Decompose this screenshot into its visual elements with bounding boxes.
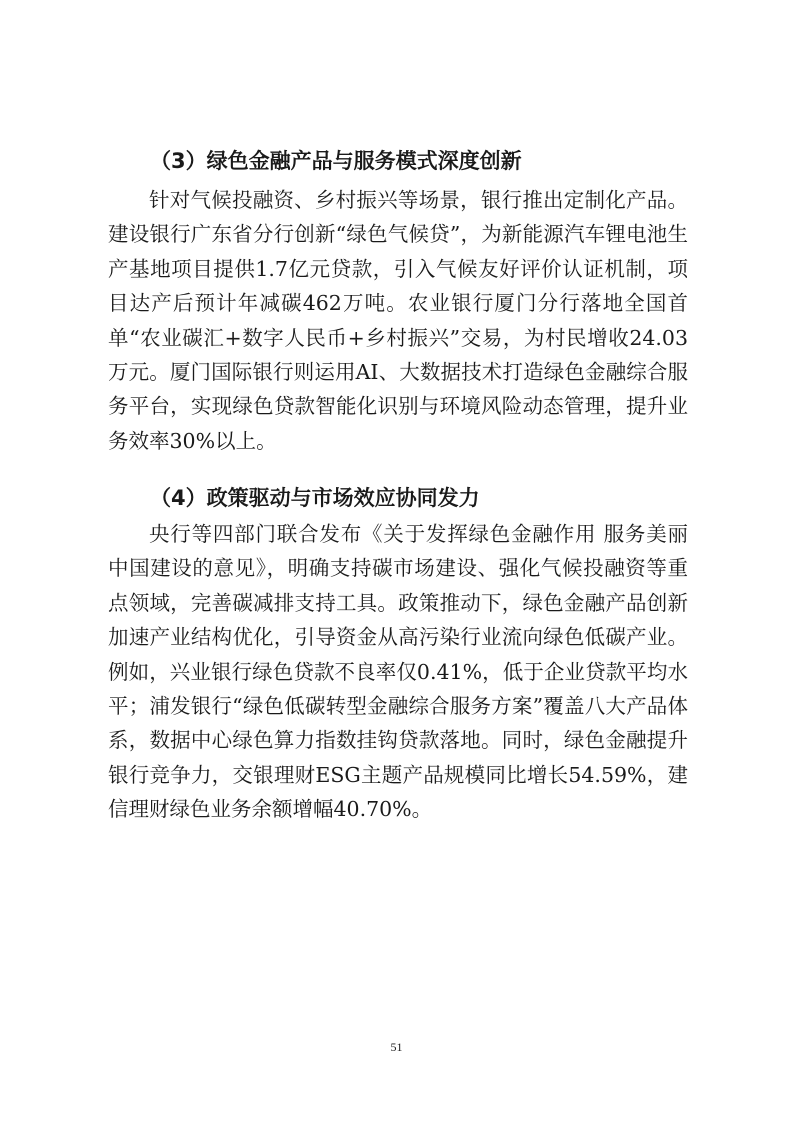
- section-4-heading: （4）政策驱动与市场效应协同发力: [150, 486, 480, 510]
- section-3-paragraph: 针对气候投融资、乡村振兴等场景，银行推出定制化产品。建设银行广东省分行创新“绿色气候贷”，为新能源汽车锂电池生产基地项目提供1.7亿元贷款，引入气候友好评价认证机制，项目达产后预计年减碳462万吨。农业银行厦门分行落地全国首单“农业碳汇+数字人民币+乡村振兴”交易，为村民增收24.03万元。厦门国际银行则运用AI、大数据技术打造绿色金融综合服务平台，实现绿色贷款智能化识别与环境风险动态管理，提升业务效率30%以上。: [108, 188, 688, 453]
- page-number: 51: [390, 1040, 403, 1054]
- section-3-heading: （3）绿色金融产品与服务模式深度创新: [150, 149, 522, 173]
- section-4-paragraph: 央行等四部门联合发布《关于发挥绿色金融作用 服务美丽中国建设的意见》，明确支持碳市场建设、强化气候投融资等重点领域，完善碳减排支持工具。政策推动下，绿色金融产品创新加速产业结构优化，引导资金从高污染行业流向绿色低碳产业。例如，兴业银行绿色贷款不良率仅0.41%，低于企业贷款平均水平；浦发银行“绿色低碳转型金融综合服务方案”覆盖八大产品体系，数据中心绿色算力指数挂钩贷款落地。同时，绿色金融提升银行竞争力，交银理财ESG主题产品规模同比增长54.59%，建信理财绿色业务余额增幅40.70%。: [108, 522, 688, 822]
